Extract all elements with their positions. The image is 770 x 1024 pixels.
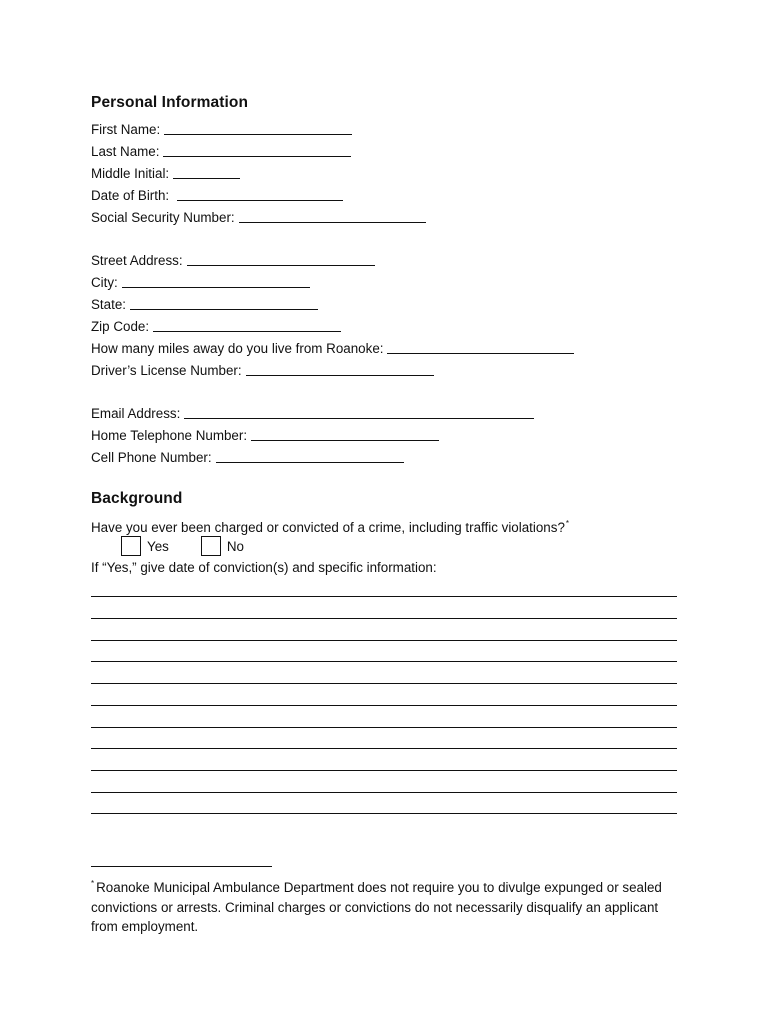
miles-from-roanoke-row <box>91 337 574 357</box>
miles-from-roanoke-field[interactable] <box>387 353 574 354</box>
middle-initial-label: Middle Initial: <box>91 166 170 181</box>
footnote-mark: * <box>91 879 95 888</box>
conviction-details-line[interactable] <box>91 618 677 619</box>
miles-from-roanoke-label: How many miles away do you live from Roanoke: <box>91 341 384 356</box>
state-label: State: <box>91 297 126 312</box>
conviction-details-line[interactable] <box>91 813 677 814</box>
last-name-row <box>91 140 351 160</box>
street-address-field[interactable] <box>187 265 375 266</box>
zip-code-row <box>91 315 341 335</box>
criminal-history-question-text: Have you ever been charged or convicted of a crime, including traffic violations? <box>91 520 565 535</box>
first-name-row <box>91 118 352 138</box>
first-name-field[interactable] <box>164 134 352 135</box>
date-of-birth-row <box>91 184 343 204</box>
conviction-details-line[interactable] <box>91 683 677 684</box>
conviction-details-line[interactable] <box>91 748 677 749</box>
no-label: No <box>226 538 244 554</box>
personal-information-heading: Personal Information <box>91 94 249 111</box>
conviction-details-line[interactable] <box>91 792 677 793</box>
footnote-text: Roanoke Municipal Ambulance Department does not require you to divulge expunged or sealed convictions or arrests. Criminal charges or convictions do not necessarily disqualify an applicant from employment. <box>91 880 662 934</box>
street-address-row <box>91 249 375 269</box>
email-row <box>91 402 534 422</box>
home-phone-label: Home Telephone Number: <box>91 428 248 443</box>
email-label: Email Address: <box>91 406 181 421</box>
conviction-details-prompt: If “Yes,” give date of conviction(s) and specific information: <box>91 560 437 575</box>
city-label: City: <box>91 275 118 290</box>
cell-phone-row <box>91 446 404 466</box>
ssn-label: Social Security Number: <box>91 210 235 225</box>
cell-phone-label: Cell Phone Number: <box>91 450 212 465</box>
conviction-details-line[interactable] <box>91 770 677 771</box>
city-field[interactable] <box>122 287 310 288</box>
drivers-license-row <box>91 359 434 379</box>
conviction-details-line[interactable] <box>91 640 677 641</box>
last-name-label: Last Name: <box>91 144 160 159</box>
drivers-license-field[interactable] <box>246 375 434 376</box>
drivers-license-label: Driver’s License Number: <box>91 363 242 378</box>
yes-checkbox[interactable] <box>121 536 141 556</box>
footnote-reference-mark: * <box>565 519 570 528</box>
middle-initial-row <box>91 162 240 182</box>
street-address-label: Street Address: <box>91 253 183 268</box>
date-of-birth-field[interactable] <box>177 200 343 201</box>
email-field[interactable] <box>184 418 534 419</box>
conviction-details-line[interactable] <box>91 596 677 597</box>
conviction-details-line[interactable] <box>91 727 677 728</box>
ssn-field[interactable] <box>239 222 426 223</box>
zip-code-field[interactable] <box>153 331 341 332</box>
footnote-divider <box>91 866 272 867</box>
last-name-field[interactable] <box>163 156 351 157</box>
yes-no-choice <box>121 535 276 557</box>
state-field[interactable] <box>130 309 318 310</box>
yes-label: Yes <box>147 538 169 554</box>
cell-phone-field[interactable] <box>216 462 404 463</box>
date-of-birth-label: Date of Birth: <box>91 188 170 203</box>
home-phone-row <box>91 424 439 444</box>
footnote <box>91 874 681 937</box>
first-name-label: First Name: <box>91 122 161 137</box>
middle-initial-field[interactable] <box>173 178 240 179</box>
ssn-row <box>91 206 426 226</box>
conviction-details-line[interactable] <box>91 661 677 662</box>
background-heading: Background <box>91 490 183 507</box>
city-row <box>91 271 310 291</box>
home-phone-field[interactable] <box>251 440 439 441</box>
conviction-details-line[interactable] <box>91 705 677 706</box>
state-row <box>91 293 318 313</box>
zip-code-label: Zip Code: <box>91 319 150 334</box>
no-checkbox[interactable] <box>201 536 221 556</box>
